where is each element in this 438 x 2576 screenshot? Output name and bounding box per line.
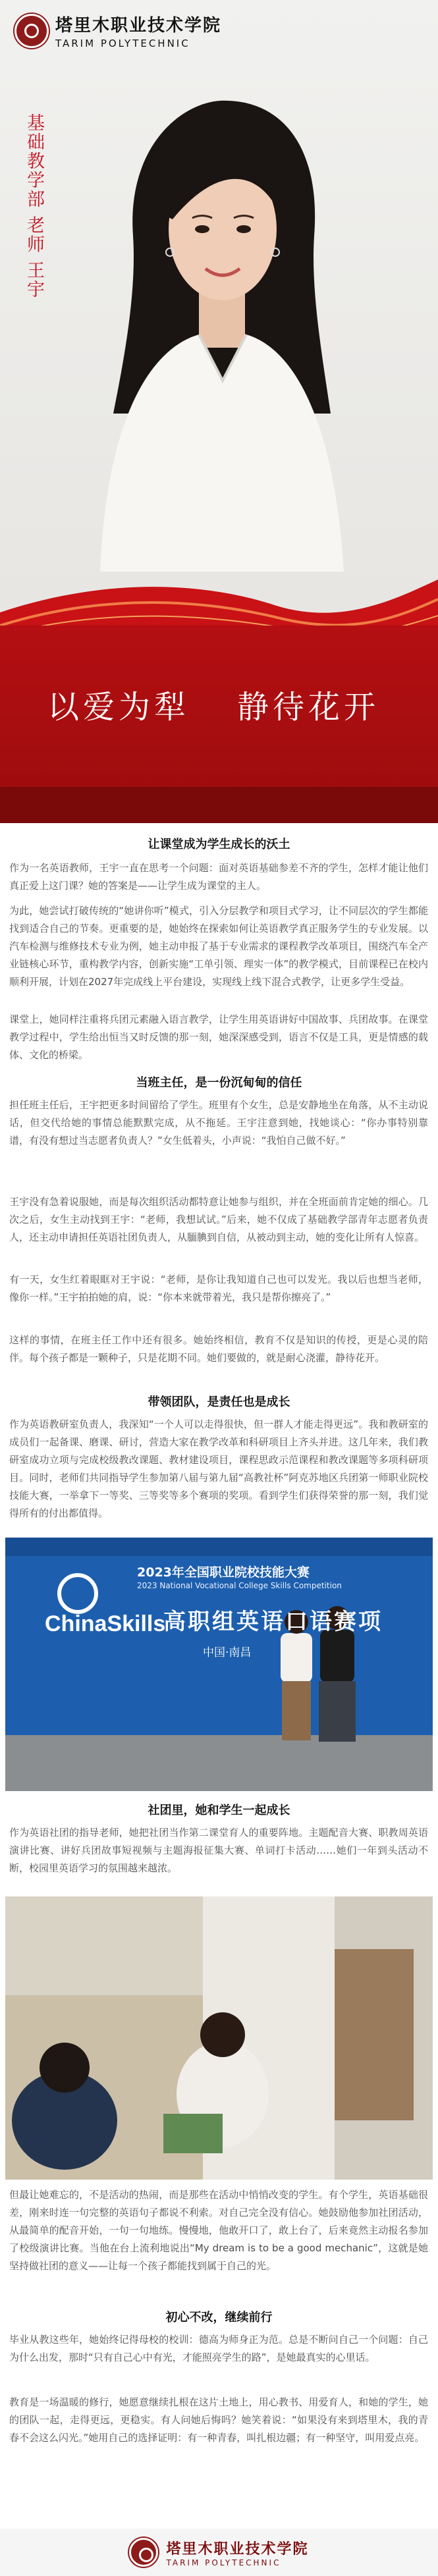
paragraph: 课堂上，她同样注重将兵团元素融入语言教学，让学生用英语讲好中国故事、兵团故事。在课堂教学过程中，学生给出恒当又时反馈的那一刻，她深深感受到，语言不仅是工具，更是情感的载体、文化的桥梁。 <box>9 1013 428 1061</box>
hero-foot-band <box>0 787 438 823</box>
slogan-left: 以爱为犁 <box>47 689 190 726</box>
paragraph: 为此，她尝试打破传统的“她讲你听”模式，引入分层教学和项目式学习，让不同层次的学生都能找到适合自己的节奏。更重要的是，她始终在探索如何让英语教学真正服务学生的专业发展。以汽车检测与维修技术专业为例，她主动申报了基于专业需求的课程教学改革项目，围绕汽车全产业链核心环节，重构教学内容，创新实施“工单引领、理实一体”的教学模式，目前课程已在校内顺利开展，计划在2027年完成线上平台建设，实现线上线下混合式教学，让更多学生受益。 <box>9 905 428 988</box>
section-heading: 社团里，她和学生一起成长 <box>148 1804 290 1817</box>
banner-line-2: 2023 National Vocational College Skills Competition <box>137 1581 342 1590</box>
paragraph: 但最让她难忘的，不是活动的热闹，而是那些在活动中悄悄改变的学生。有个学生，英语基础很差，刚来时连一句完整的英语句子都说不利索。对自己完全没有信心。她鼓励他参加社团活动，从最简单的配音开始，一句一句地练。慢慢地，他敢开口了，敢上台了，后来竟然主动报名参加了校级演讲比赛。当他在台上流利地说出“My dream is to be a good mechanic”，这就是她坚持做社团的意义——让每一个孩子都能找到属于自己的光。 <box>9 2189 428 2272</box>
footer-school-cn: 塔里木职业技术学院 <box>166 2540 309 2558</box>
paragraph: 王宇没有急着说服她，而是每次组织活动都特意让她参与组织，并在全班面前肯定她的细心。几次之后，女生主动找到王宇：“老师，我想试试。”后来，她不仅成了基础教学部青年志愿者负责人，还主动申请担任英语社团负责人，从腼腆到自信，从被动到主动，她的变化让所有人惊喜。 <box>9 1196 428 1243</box>
banner-title: 高职组英语口语赛项 <box>163 1609 383 1635</box>
paragraph: 作为英语社团的指导老师，她把社团当作第二课堂育人的重要阵地。主题配音大赛、职教周英语演讲比赛、讲好兵团故事短视频与主题海报征集大赛、单词打卡活动……她们一年到头活动不断，校园里英语学习的氛围越来越浓。 <box>9 1827 428 1874</box>
section-heading: 当班主任，是一份沉甸甸的信任 <box>136 1076 302 1090</box>
paragraph: 教育是一场温暖的修行，她愿意继续扎根在这片土地上，用心教书、用爱育人，和她的学生，她的团队一起，走得更远，更稳实。有人问她后悔吗？她笑着说：“如果没有来到塔里木，我的青春不会这么闪光。”她用自己的选择证明：有一种青春，叫扎根边疆；有一种坚守，叫用爱点亮。 <box>9 2396 428 2444</box>
paragraph: 这样的事情，在班主任工作中还有很多。她始终相信，教育不仅是知识的传授，更是心灵的陪伴。每个孩子都是一颗种子，只是花期不同。她们要做的，就是耐心浇灌，静待花开。 <box>9 1334 428 1364</box>
teacher-label: 基础教学部 老师 王宇 <box>24 113 44 300</box>
paragraph: 有一天，女生红着眼眶对王宇说：“老师，是你让我知道自己也可以发光。我以后也想当老师，像你一样。”王宇拍拍她的肩，说：“你本来就带着光，我只是帮你擦亮了。” <box>9 1274 428 1303</box>
paragraph: 作为英语教研室负责人，我深知“一个人可以走得很快，但一群人才能走得更远”。我和教研室的成员们一起备课、磨课、研讨，营造大家在教学改革和科研项目上齐头并进。这几年来，我们教研室成功立项与完成校级教改课题、教材建设项目，课程思政示范课程和教改课题等多项科研项目。同时，老师们共同指导学生参加第八届与第九届“高教社杯”阿克苏地区兵团第一师职业院校技能大赛，一举拿下一等奖、三等奖等多个赛项的奖项。看到学生们获得荣誉的那一刻，我们觉得所有的付出都值得。 <box>9 1418 428 1519</box>
paragraph: 作为一名英语教师，王宇一直在思考一个问题：面对英语基础参差不齐的学生，怎样才能让他们真正爱上这门课？她的答案是——让学生成为课堂的主人。 <box>9 862 428 892</box>
footer-school-en: TARIM POLYTECHNIC <box>166 2558 281 2567</box>
slogan-right: 静待花开 <box>237 689 380 726</box>
school-logo <box>14 12 221 49</box>
banner-line-1: 2023年全国职业院校技能大赛 <box>137 1565 310 1580</box>
paragraph: 担任班主任后，王宇把更多时间留给了学生。班里有个女生，总是安静地坐在角落，从不主动说话，但交代给她的事情总能默默完成，从不拖延。王宇注意到她，找她谈心：“你办事特别靠谱，有没有想过当志愿者负责人？”女生低着头，小声说：“我怕自己做不好。” <box>9 1099 428 1146</box>
teacher-portrait <box>74 71 364 572</box>
dormitory-photo <box>5 1896 433 2180</box>
school-name-en: TARIM POLYTECHNIC <box>55 38 190 49</box>
hero-poster <box>0 0 438 823</box>
section-heading: 让课堂成为学生成长的沃土 <box>148 838 290 851</box>
paragraph: 毕业从教这些年，她始终记得母校的校训：德高为师身正为范。总是不断问自己一个问题：自己为什么出发，那时“只有自己心中有光，才能照亮学生的路”，是她最真实的心里话。 <box>9 2334 428 2363</box>
footer-emblem-icon <box>129 2538 158 2567</box>
school-emblem-icon <box>14 14 49 48</box>
chinaskills-brand: ChinaSkills <box>45 1611 166 1636</box>
banner-location: 中国·南昌 <box>203 1646 252 1659</box>
competition-photo <box>5 1538 433 1791</box>
school-name-cn: 塔里木职业技术学院 <box>55 16 222 36</box>
section-heading: 初心不改，继续前行 <box>165 2311 273 2324</box>
footer-logo <box>0 2529 438 2576</box>
section-heading: 带领团队，是责任也是成长 <box>148 1395 290 1409</box>
